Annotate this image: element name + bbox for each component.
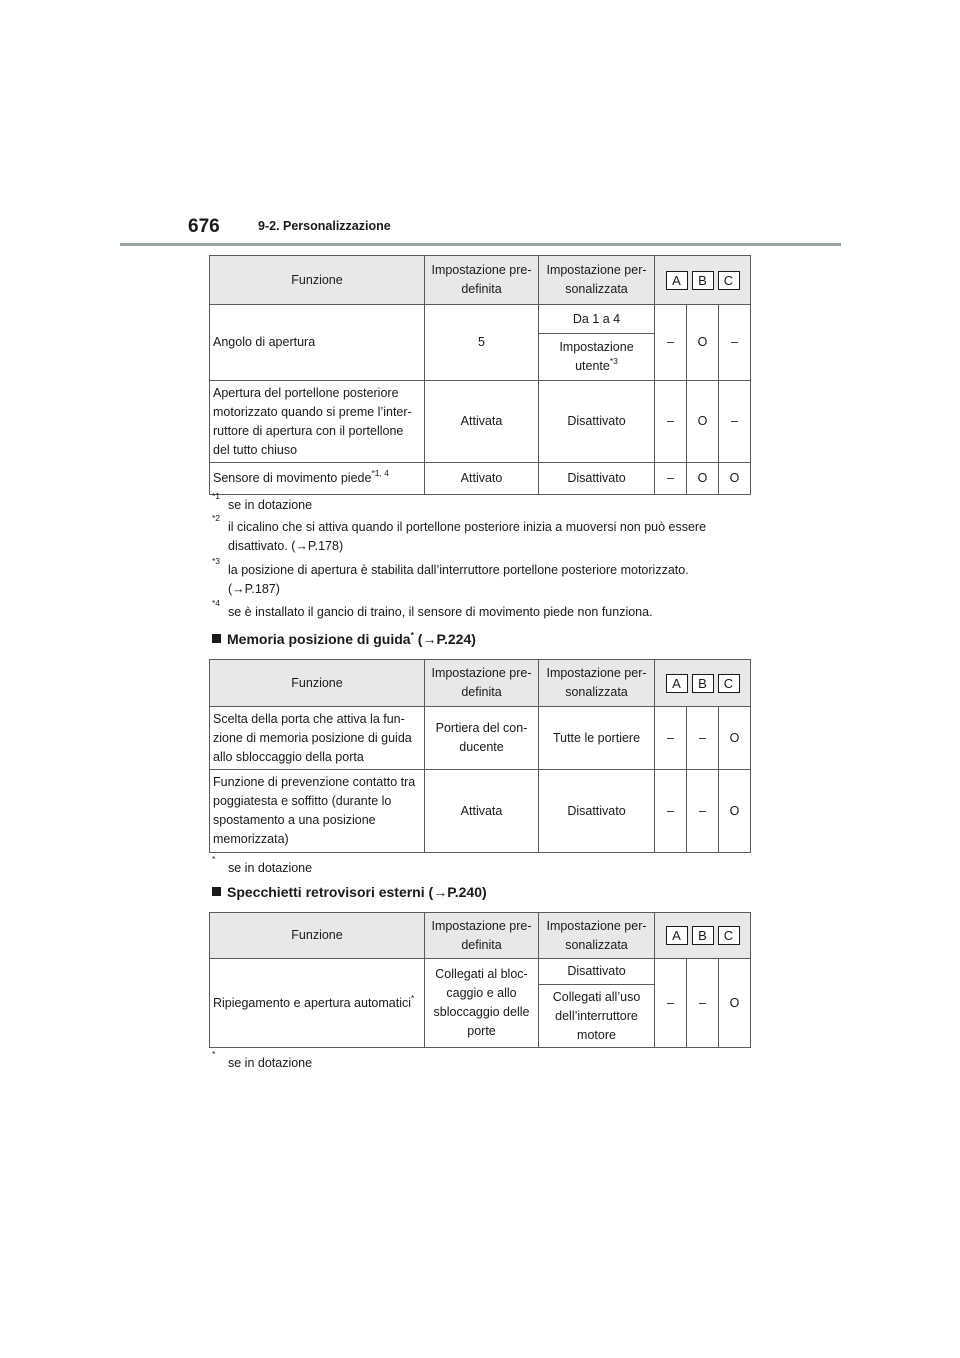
- cell-function: Apertura del portellone posteriore motorizzato quando si preme l’inter- ruttore di apertura con il portellone del tutto chiuso: [210, 381, 425, 463]
- cell-c: O: [719, 707, 751, 770]
- cell-function: Funzione di prevenzione contatto tra poggiatesta e soffitto (durante lo spostamento a una posizione memorizzata): [210, 770, 425, 853]
- square-bullet-icon: [212, 634, 221, 643]
- cell-default: Attivata: [425, 381, 539, 463]
- settings-table-tailgate: [209, 255, 751, 495]
- table-row: [210, 305, 751, 334]
- cell-custom: Disattivato: [539, 381, 655, 463]
- table-row: [210, 770, 751, 853]
- cell-b: –: [687, 959, 719, 1048]
- label-a-box: A: [666, 926, 688, 945]
- cell-c: –: [719, 381, 751, 463]
- cell-c: O: [719, 959, 751, 1048]
- cell-function: Angolo di apertura: [210, 305, 425, 381]
- cell-function: Sensore di movimento piede$^{*1, 4}$: [210, 463, 425, 495]
- col-abc-header: [655, 256, 751, 305]
- cell-default: Collegati al bloc- caggio e allo sbloccaggio delle porte: [425, 959, 539, 1048]
- cell-default: 5: [425, 305, 539, 381]
- cell-a: –: [655, 770, 687, 853]
- cell-b: O: [687, 305, 719, 381]
- footnote-1: *1 se in dotazione: [212, 491, 313, 512]
- label-b-box: B: [692, 674, 714, 693]
- table-row: [210, 463, 751, 495]
- label-a-box: A: [666, 674, 688, 693]
- cell-b: O: [687, 463, 719, 495]
- cell-custom: Disattivato: [539, 770, 655, 853]
- section-title: 9-2. Personalizzazione: [258, 219, 391, 233]
- cell-b: O: [687, 381, 719, 463]
- table-header-row: [210, 660, 751, 707]
- cell-custom-option: Impostazione utente$^{*3}$: [539, 334, 655, 381]
- cell-b: –: [687, 770, 719, 853]
- col-abc-header: [655, 660, 751, 707]
- cell-custom: Disattivato: [539, 463, 655, 495]
- label-c-box: C: [718, 674, 740, 693]
- cell-custom-option: Disattivato: [539, 959, 655, 985]
- label-c-box: C: [718, 271, 740, 290]
- cell-a: –: [655, 959, 687, 1048]
- settings-table-mirrors: [209, 912, 751, 1048]
- header-divider: [120, 243, 841, 246]
- col-default-header: Impostazione pre- definita: [425, 256, 539, 305]
- cell-default: Attivato: [425, 463, 539, 495]
- cell-c: –: [719, 305, 751, 381]
- cell-a: –: [655, 305, 687, 381]
- footnote-2: *2 il cicalino che si attiva quando il portellone posteriore inizia a muoversi non può essere disattivato. (→P.178): [212, 513, 707, 553]
- cell-custom: Tutte le portiere: [539, 707, 655, 770]
- cell-c: O: [719, 770, 751, 853]
- cell-a: –: [655, 381, 687, 463]
- table-header-row: [210, 256, 751, 305]
- col-function-header: Funzione: [210, 913, 425, 959]
- cell-custom-option: Collegati all’uso dell’interruttore motore: [539, 985, 655, 1048]
- col-custom-header: Impostazione per- sonalizzata: [539, 660, 655, 707]
- cell-default: Portiera del con- ducente: [425, 707, 539, 770]
- footnote-mirrors: * se in dotazione: [212, 1049, 313, 1070]
- cell-default: Attivata: [425, 770, 539, 853]
- col-default-header: Impostazione pre- definita: [425, 913, 539, 959]
- col-custom-header: Impostazione per- sonalizzata: [539, 256, 655, 305]
- table-row: [210, 707, 751, 770]
- table-row: [210, 381, 751, 463]
- page-number: 676: [188, 216, 220, 237]
- footnote-3: *3 la posizione di apertura è stabilita dall’interruttore portellone posteriore motorizzato. (→P.187): [212, 556, 689, 596]
- section-heading-driving-memory: Memoria posizione di guida* (→P.224): [212, 631, 476, 647]
- label-b-box: B: [692, 926, 714, 945]
- col-default-header: Impostazione pre- definita: [425, 660, 539, 707]
- col-abc-header: [655, 913, 751, 959]
- col-function-header: Funzione: [210, 256, 425, 305]
- table-header-row: [210, 913, 751, 959]
- table-row: [210, 959, 751, 985]
- cell-custom-option: Da 1 a 4: [539, 305, 655, 334]
- settings-table-driving-memory: [209, 659, 751, 853]
- label-b-box: B: [692, 271, 714, 290]
- cell-function: Scelta della porta che attiva la fun- zione di memoria posizione di guida allo sbloccaggio della porta: [210, 707, 425, 770]
- label-c-box: C: [718, 926, 740, 945]
- footnote-driving-memory: * se in dotazione: [212, 854, 313, 875]
- section-heading-mirrors: Specchietti retrovisori esterni (→P.240): [212, 884, 487, 900]
- cell-c: O: [719, 463, 751, 495]
- cell-function: Ripiegamento e apertura automatici*: [210, 959, 425, 1048]
- col-custom-header: Impostazione per- sonalizzata: [539, 913, 655, 959]
- square-bullet-icon: [212, 887, 221, 896]
- cell-a: –: [655, 707, 687, 770]
- cell-b: –: [687, 707, 719, 770]
- footnote-4: *4 se è installato il gancio di traino, il sensore di movimento piede non funziona.: [212, 598, 653, 619]
- label-a-box: A: [666, 271, 688, 290]
- cell-a: –: [655, 463, 687, 495]
- col-function-header: Funzione: [210, 660, 425, 707]
